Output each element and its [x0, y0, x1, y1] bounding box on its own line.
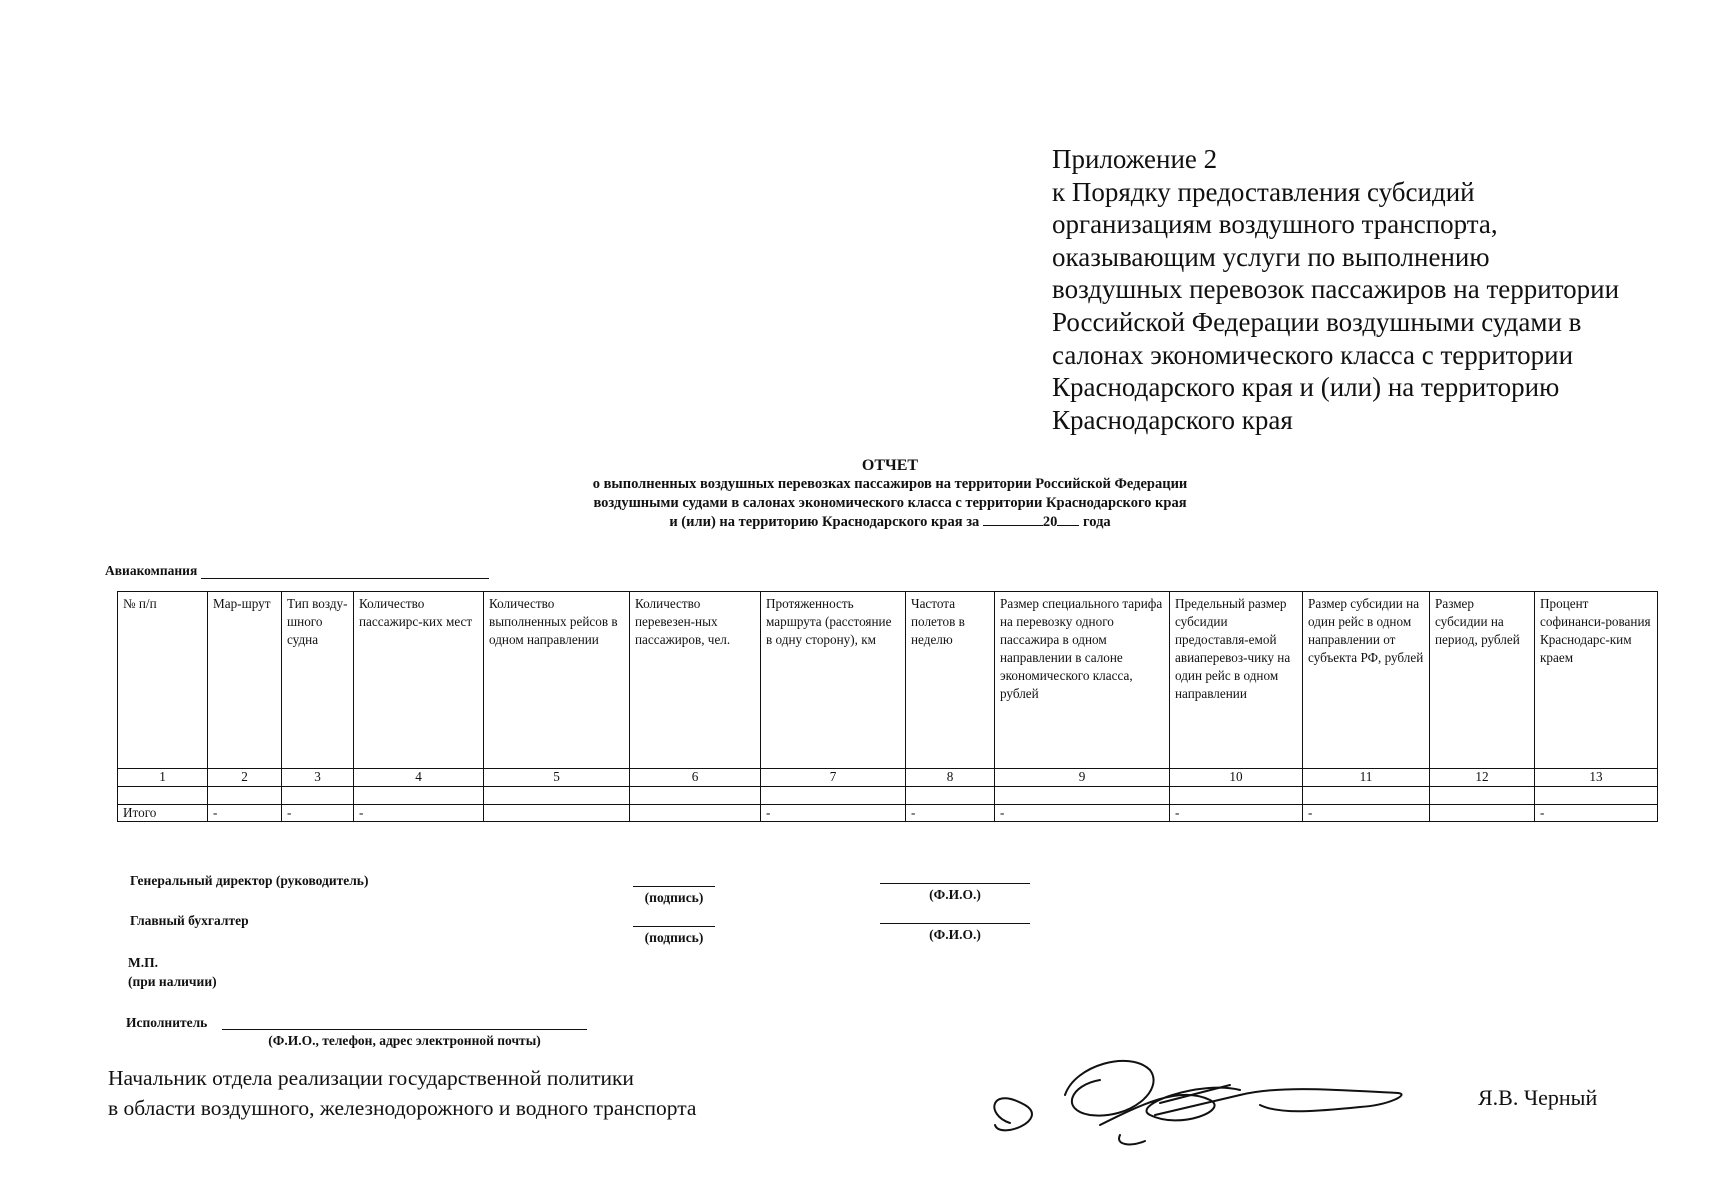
column-header: Протяженность маршрута (расстояние в одну сторону), км — [761, 592, 906, 769]
table-cell[interactable] — [761, 787, 906, 805]
total-row — [118, 805, 1658, 822]
report-subtitle-line: о выполненных воздушных перевозках пассажиров на территории Российской Федерации — [592, 476, 1188, 492]
appendix-line: к Порядку предоставления субсидий — [1052, 176, 1475, 207]
column-number: 13 — [1535, 769, 1658, 787]
column-header: Количество пассажирс-ких мест — [354, 592, 484, 769]
director-name-line[interactable] — [880, 883, 1030, 884]
period-blank[interactable] — [983, 513, 1043, 526]
table-header-row — [118, 592, 1658, 769]
footer-line: в области воздушного, железнодорожного и водного транспорта — [108, 1096, 697, 1120]
report-period-year: 20 — [1042, 514, 1058, 530]
column-number: 12 — [1430, 769, 1535, 787]
column-header: № п/п — [118, 592, 208, 769]
total-cell: - — [282, 805, 354, 822]
total-cell: - — [906, 805, 995, 822]
column-header: Количество перевезен-ных пассажиров, чел. — [630, 592, 761, 769]
airline-field — [105, 563, 489, 579]
total-cell — [484, 805, 630, 822]
column-header: Размер субсидии на один рейс в одном направлении от субъекта РФ, рублей — [1303, 592, 1430, 769]
total-cell: - — [354, 805, 484, 822]
airline-blank[interactable] — [201, 564, 489, 579]
table-cell[interactable] — [208, 787, 282, 805]
stamp-note: (при наличии) — [128, 974, 217, 989]
table-cell[interactable] — [630, 787, 761, 805]
signature-caption: (подпись) — [644, 930, 704, 945]
column-number: 10 — [1170, 769, 1303, 787]
accountant-label: Главный бухгалтер — [130, 913, 249, 928]
total-cell — [1430, 805, 1535, 822]
report-period-prefix: и (или) на территорию Краснодарского края за — [669, 514, 980, 530]
director-signature-line[interactable] — [633, 886, 715, 887]
executor-line[interactable] — [222, 1029, 587, 1030]
appendix-line: оказывающим услуги по выполнению — [1052, 241, 1490, 272]
total-cell: - — [995, 805, 1170, 822]
signature-caption: (подпись) — [644, 890, 704, 905]
column-number: 9 — [995, 769, 1170, 787]
executor-label: Исполнитель — [126, 1015, 208, 1030]
column-header: Предельный размер субсидии предоставля-емой авиаперевоз-чику на один рейс в одном направлении — [1170, 592, 1303, 769]
table-row — [118, 787, 1658, 805]
appendix-line: организациям воздушного транспорта, — [1052, 209, 1498, 240]
report-period-suffix: года — [1083, 514, 1111, 530]
name-caption: (Ф.И.О.) — [929, 887, 981, 902]
total-cell: - — [208, 805, 282, 822]
executor-caption: (Ф.И.О., телефон, адрес электронной почты) — [268, 1033, 541, 1048]
stamp-label: М.П. — [128, 955, 158, 970]
total-label: Итого — [118, 805, 208, 822]
column-number: 5 — [484, 769, 630, 787]
airline-label: Авиакомпания — [105, 563, 198, 578]
total-cell: - — [761, 805, 906, 822]
column-header: Количество выполненных рейсов в одном направлении — [484, 592, 630, 769]
table-cell[interactable] — [118, 787, 208, 805]
report-heading: ОТЧЕТ — [861, 457, 919, 474]
table-cell[interactable] — [484, 787, 630, 805]
column-number: 8 — [906, 769, 995, 787]
column-number: 7 — [761, 769, 906, 787]
total-cell: - — [1535, 805, 1658, 822]
column-number: 1 — [118, 769, 208, 787]
appendix-line: воздушных перевозок пассажиров на территории — [1052, 274, 1620, 305]
table-cell[interactable] — [1430, 787, 1535, 805]
accountant-signature-line[interactable] — [633, 926, 715, 927]
handwritten-signature — [980, 1045, 1450, 1155]
appendix-line: Краснодарского края и (или) на территорию — [1052, 372, 1560, 403]
table-cell[interactable] — [995, 787, 1170, 805]
report-title — [420, 456, 1360, 532]
column-number: 11 — [1303, 769, 1430, 787]
total-cell — [630, 805, 761, 822]
column-number: 2 — [208, 769, 282, 787]
appendix-header — [1052, 143, 1692, 436]
signatory-name: Я.В. Черный — [1478, 1085, 1598, 1110]
table-cell[interactable] — [906, 787, 995, 805]
table-cell[interactable] — [1535, 787, 1658, 805]
appendix-line: Приложение 2 — [1052, 144, 1218, 174]
column-number: 6 — [630, 769, 761, 787]
column-header: Размер специального тарифа на перевозку одного пассажира в одном направлении в салоне экономического класса, рублей — [995, 592, 1170, 769]
table-cell[interactable] — [1170, 787, 1303, 805]
year-blank[interactable] — [1057, 513, 1079, 526]
column-header: Тип возду-шного судна — [282, 592, 354, 769]
column-number-row — [118, 769, 1658, 787]
column-number: 4 — [354, 769, 484, 787]
column-header: Процент софинанси-рования Краснодарс-ким краем — [1535, 592, 1658, 769]
appendix-line: салонах экономического класса с территории — [1052, 339, 1574, 370]
accountant-name-line[interactable] — [880, 923, 1030, 924]
report-period-line — [420, 513, 1360, 532]
report-table — [117, 591, 1658, 822]
total-cell: - — [1170, 805, 1303, 822]
table-cell[interactable] — [282, 787, 354, 805]
director-label: Генеральный директор (руководитель) — [130, 873, 369, 888]
appendix-line: Российской Федерации воздушными судами в — [1052, 306, 1582, 337]
table-cell[interactable] — [354, 787, 484, 805]
column-header: Размер субсидии на период, рублей — [1430, 592, 1535, 769]
column-header: Мар-шрут — [208, 592, 282, 769]
table-cell[interactable] — [1303, 787, 1430, 805]
appendix-line: Краснодарского края — [1052, 404, 1293, 435]
footer-position — [108, 1063, 696, 1123]
name-caption: (Ф.И.О.) — [929, 927, 981, 942]
column-number: 3 — [282, 769, 354, 787]
total-cell: - — [1303, 805, 1430, 822]
footer-line: Начальник отдела реализации государственной политики — [108, 1066, 634, 1090]
column-header: Частота полетов в неделю — [906, 592, 995, 769]
report-subtitle-line: воздушными судами в салонах экономического класса с территории Краснодарского края — [593, 495, 1187, 511]
